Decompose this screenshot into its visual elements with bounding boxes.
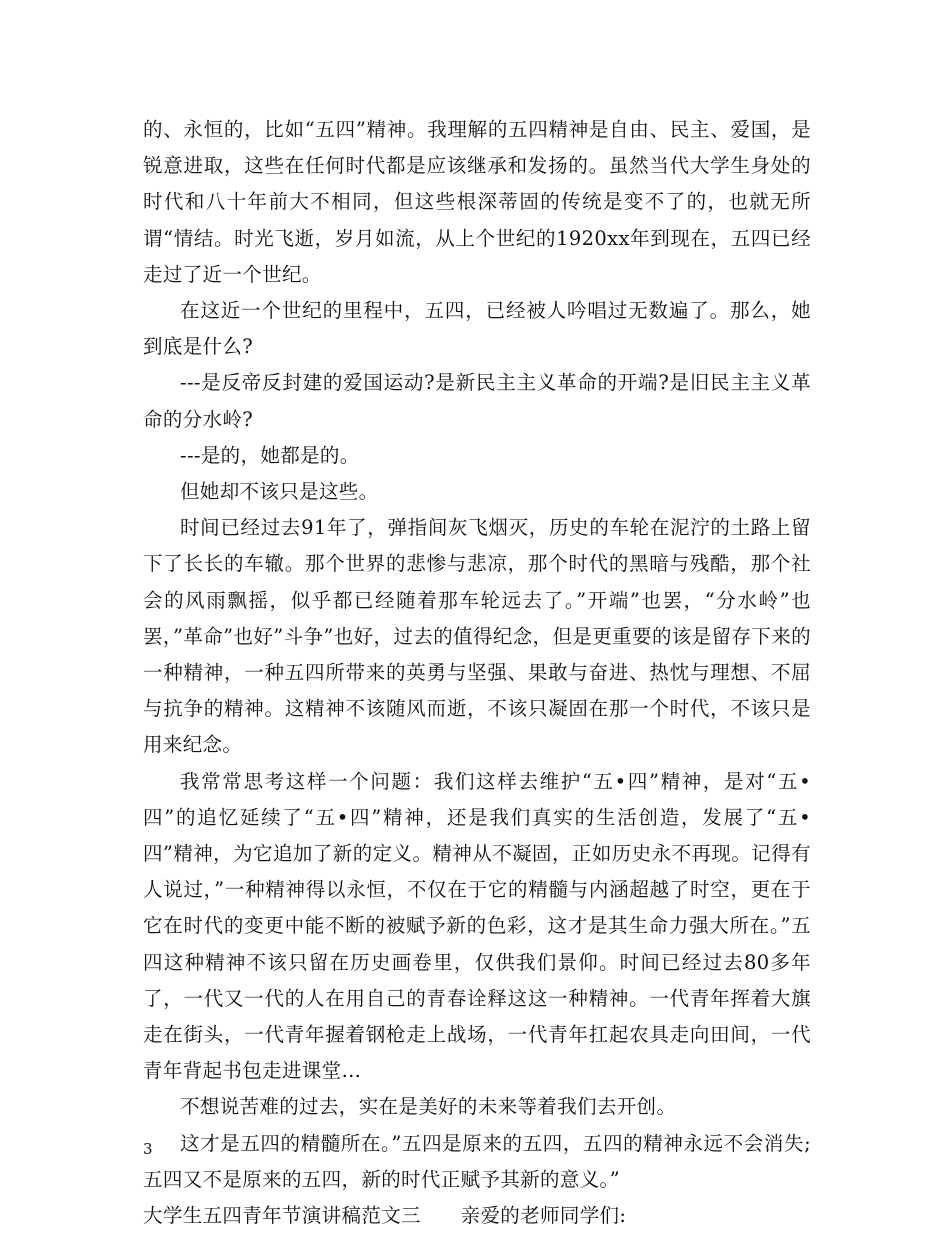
paragraph: 时间已经过去91年了，弹指间灰飞烟灭，历史的车轮在泥泞的土路上留下了长长的车辙。那个世界的悲惨与悲凉，那个时代的黑暗与残酷，那个社会的风雨飘摇，似乎都已经随着那车轮远去了。”开端”也罢，“分水岭”也罢，”革命”也好”斗争”也好，过去的值得纪念，但是更重要的该是留存下来的一种精神，一种五四所带来的英勇与坚强、果敢与奋进、热忱与理想、不屈与抗争的精神。这精神不该随风而逝，不该只凝固在那一个时代，不该只是用来纪念。 [143, 516, 811, 757]
paragraph: 在这近一个世纪的里程中，五四，已经被人吟唱过无数遍了。那么，她到底是什么? [143, 299, 811, 359]
paragraph: 我常常思考这样一个问题：我们这样去维护“五•四”精神，是对“五•四”的追忆延续了“五•四”精神，还是我们真实的生活创造，发展了“五•四”精神，为它追加了新的定义。精神从不凝固，正如历史永不再现。记得有人说过，”一种精神得以永恒，不仅在于它的精髓与内涵超越了时空，更在于它在时代的变更中能不断的被赋予新的色彩，这才是其生命力强大所在。”五四这种精神不该只留在历史画卷里，仅供我们景仰。时间已经过去80多年了，一代又一代的人在用自己的青春诠释这这一种精神。一代青年挥着大旗走在街头，一代青年握着钢枪走上战场，一代青年扛起农具走向田间，一代青年背起书包走进课堂… [143, 769, 811, 1083]
page-number: 3 [143, 1140, 153, 1158]
paragraph: 的、永恒的，比如“五四”精神。我理解的五四精神是自由、民主、爱国，是锐意进取，这些在任何时代都是应该继承和发扬的。虽然当代大学生身处的时代和八十年前大不相同，但这些根深蒂固的传统是变不了的，也就无所谓“情结。时光飞逝，岁月如流，从上个世纪的1920xx年到现在，五四已经走过了近一个世纪。 [143, 118, 811, 286]
paragraph: ---是反帝反封建的爱国运动?是新民主主义革命的开端?是旧民主主义革命的分水岭? [143, 371, 811, 431]
paragraph: ---是的，她都是的。 [180, 443, 360, 467]
paragraph: 这才是五四的精髓所在。”五四是原来的五四，五四的精神永远不会消失;五四又不是原来的五四，新的时代正赋予其新的意义。” [143, 1131, 811, 1191]
document-body [143, 112, 811, 1234]
section-heading-line: 大学生五四青年节演讲稿范文三 亲爱的老师同学们: [143, 1204, 627, 1228]
paragraph: 不想说苦难的过去，实在是美好的未来等着我们去开创。 [180, 1095, 677, 1119]
paragraph: 但她却不该只是这些。 [180, 480, 379, 504]
